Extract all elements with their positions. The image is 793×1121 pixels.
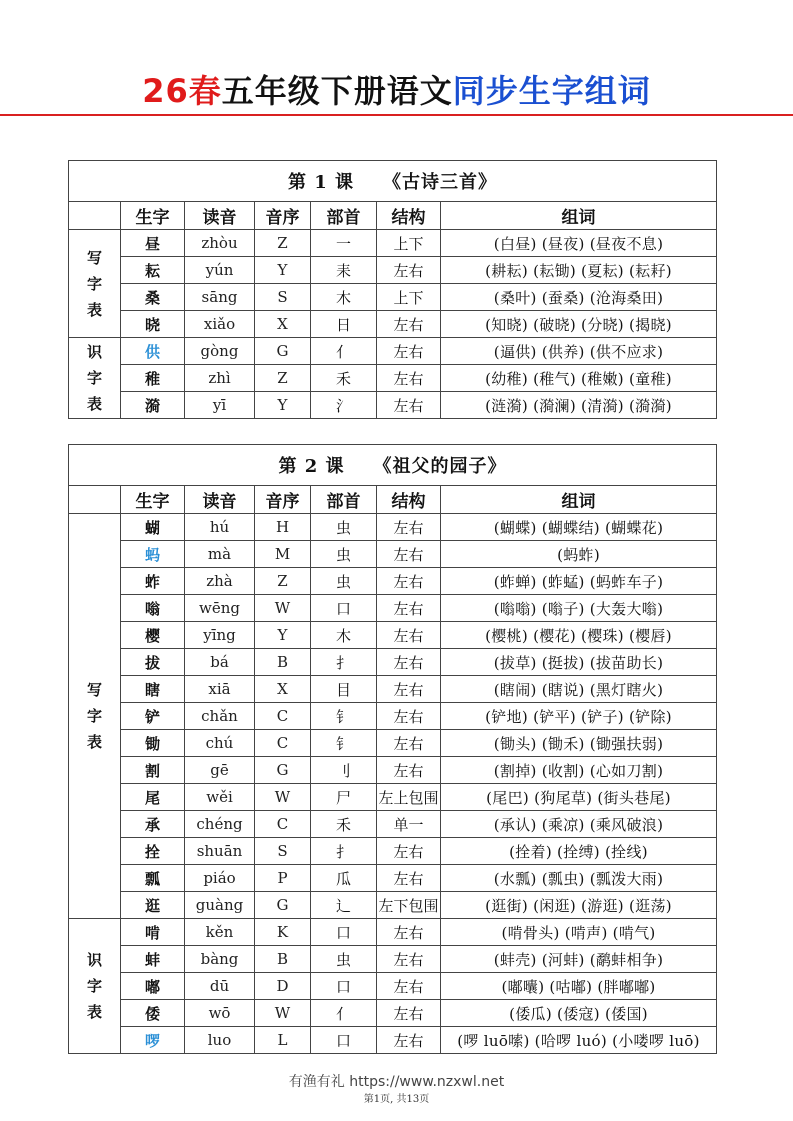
pinyin-cell: hú xyxy=(185,514,255,541)
character-cell: 啃 xyxy=(121,919,185,946)
table-row xyxy=(69,676,717,703)
radical-cell: 口 xyxy=(311,919,377,946)
character-cell: 铲 xyxy=(121,703,185,730)
structure-cell: 左右 xyxy=(377,257,441,284)
table-row xyxy=(69,284,717,311)
section-label xyxy=(69,338,121,419)
initial-cell: Z xyxy=(255,230,311,257)
character-cell: 蚌 xyxy=(121,946,185,973)
radical-cell: 扌 xyxy=(311,649,377,676)
words-cell: (瞎闹) (瞎说) (黑灯瞎火) xyxy=(441,676,717,703)
character-cell: 昼 xyxy=(121,230,185,257)
radical-cell: 辶 xyxy=(311,892,377,919)
structure-cell: 左右 xyxy=(377,338,441,365)
table-row xyxy=(69,338,717,365)
structure-cell: 左右 xyxy=(377,365,441,392)
table-row xyxy=(69,865,717,892)
character-cell: 割 xyxy=(121,757,185,784)
table-row xyxy=(69,622,717,649)
initial-cell: X xyxy=(255,311,311,338)
radical-cell: 耒 xyxy=(311,257,377,284)
structure-cell: 左右 xyxy=(377,946,441,973)
pinyin-cell: kěn xyxy=(185,919,255,946)
title-part-red: 26春 xyxy=(142,72,222,110)
initial-cell: X xyxy=(255,676,311,703)
column-header-row xyxy=(69,486,717,514)
character-cell: 桑 xyxy=(121,284,185,311)
character-cell: 蚱 xyxy=(121,568,185,595)
column-header: 结构 xyxy=(377,202,441,230)
initial-cell: B xyxy=(255,946,311,973)
radical-cell: 禾 xyxy=(311,365,377,392)
initial-cell: Z xyxy=(255,568,311,595)
structure-cell: 左上包围 xyxy=(377,784,441,811)
structure-cell: 单一 xyxy=(377,811,441,838)
section-label-text: 写字表 xyxy=(86,248,102,319)
words-cell: (啰 luō嗦) (哈啰 luó) (小喽啰 luō) xyxy=(441,1027,717,1054)
pinyin-cell: zhà xyxy=(185,568,255,595)
character-cell: 耘 xyxy=(121,257,185,284)
radical-cell: 虫 xyxy=(311,946,377,973)
words-cell: (嘟囔) (咕嘟) (胖嘟嘟) xyxy=(441,973,717,1000)
table-row xyxy=(69,649,717,676)
character-cell: 樱 xyxy=(121,622,185,649)
character-cell: 蚂 xyxy=(121,541,185,568)
character-cell: 啰 xyxy=(121,1027,185,1054)
words-cell: (拴着) (拴缚) (拴线) xyxy=(441,838,717,865)
structure-cell: 左右 xyxy=(377,838,441,865)
initial-cell: Z xyxy=(255,365,311,392)
pinyin-cell: luo xyxy=(185,1027,255,1054)
structure-cell: 上下 xyxy=(377,284,441,311)
character-cell: 拴 xyxy=(121,838,185,865)
column-header: 生字 xyxy=(121,486,185,514)
radical-cell: 虫 xyxy=(311,514,377,541)
structure-cell: 左右 xyxy=(377,919,441,946)
structure-cell: 左右 xyxy=(377,676,441,703)
character-cell: 尾 xyxy=(121,784,185,811)
words-cell: (涟漪) (漪澜) (清漪) (漪漪) xyxy=(441,392,717,419)
table-row xyxy=(69,973,717,1000)
initial-cell: S xyxy=(255,838,311,865)
table-row xyxy=(69,892,717,919)
character-cell: 供 xyxy=(121,338,185,365)
radical-cell: 钅 xyxy=(311,730,377,757)
structure-cell: 左右 xyxy=(377,311,441,338)
column-header: 部首 xyxy=(311,486,377,514)
title-part-black: 五年级下册语文 xyxy=(221,72,453,110)
pinyin-cell: sāng xyxy=(185,284,255,311)
radical-cell: 刂 xyxy=(311,757,377,784)
words-cell: (拔草) (挺拔) (拔苗助长) xyxy=(441,649,717,676)
pinyin-cell: wō xyxy=(185,1000,255,1027)
words-cell: (水瓢) (瓢虫) (瓢泼大雨) xyxy=(441,865,717,892)
pinyin-cell: chéng xyxy=(185,811,255,838)
structure-cell: 左右 xyxy=(377,973,441,1000)
character-cell: 漪 xyxy=(121,392,185,419)
words-cell: (倭瓜) (倭寇) (倭国) xyxy=(441,1000,717,1027)
header-blank xyxy=(69,202,121,230)
table-row xyxy=(69,230,717,257)
structure-cell: 左右 xyxy=(377,595,441,622)
words-cell: (承认) (乘凉) (乘风破浪) xyxy=(441,811,717,838)
pinyin-cell: dū xyxy=(185,973,255,1000)
character-cell: 逛 xyxy=(121,892,185,919)
initial-cell: C xyxy=(255,811,311,838)
initial-cell: B xyxy=(255,649,311,676)
words-cell: (蝴蝶) (蝴蝶结) (蝴蝶花) xyxy=(441,514,717,541)
radical-cell: 口 xyxy=(311,1027,377,1054)
section-label-text: 识字表 xyxy=(86,951,102,1021)
words-cell: (逛街) (闲逛) (游逛) (逛荡) xyxy=(441,892,717,919)
radical-cell: 禾 xyxy=(311,811,377,838)
pinyin-cell: bàng xyxy=(185,946,255,973)
column-header: 组词 xyxy=(441,202,717,230)
table-row xyxy=(69,946,717,973)
page-indicator: 第1页, 共13页 xyxy=(363,1094,430,1105)
structure-cell: 左右 xyxy=(377,865,441,892)
radical-cell: 口 xyxy=(311,973,377,1000)
initial-cell: P xyxy=(255,865,311,892)
title-part-blue: 同步生字组词 xyxy=(452,72,651,110)
words-cell: (知晓) (破晓) (分晓) (揭晓) xyxy=(441,311,717,338)
radical-cell: 瓜 xyxy=(311,865,377,892)
section-label xyxy=(69,919,121,1054)
pinyin-cell: chú xyxy=(185,730,255,757)
structure-cell: 左右 xyxy=(377,703,441,730)
table-row xyxy=(69,365,717,392)
table-row xyxy=(69,1000,717,1027)
words-cell: (桑叶) (蚕桑) (沧海桑田) xyxy=(441,284,717,311)
pinyin-cell: xiā xyxy=(185,676,255,703)
table-row xyxy=(69,541,717,568)
table-row xyxy=(69,257,717,284)
structure-cell: 左右 xyxy=(377,649,441,676)
column-header: 读音 xyxy=(185,202,255,230)
structure-cell: 上下 xyxy=(377,230,441,257)
radical-cell: 氵 xyxy=(311,392,377,419)
table-row xyxy=(69,919,717,946)
radical-cell: 亻 xyxy=(311,1000,377,1027)
pinyin-cell: yīng xyxy=(185,622,255,649)
words-cell: (蚌壳) (河蚌) (鹬蚌相争) xyxy=(441,946,717,973)
table-row xyxy=(69,838,717,865)
table-row xyxy=(69,595,717,622)
initial-cell: G xyxy=(255,892,311,919)
table-row xyxy=(69,1027,717,1054)
words-cell: (樱桃) (樱花) (樱珠) (樱唇) xyxy=(441,622,717,649)
pinyin-cell: wěi xyxy=(185,784,255,811)
words-cell: (蚱蝉) (蚱蜢) (蚂蚱车子) xyxy=(441,568,717,595)
structure-cell: 左右 xyxy=(377,622,441,649)
radical-cell: 一 xyxy=(311,230,377,257)
initial-cell: G xyxy=(255,338,311,365)
words-cell: (耕耘) (耘锄) (夏耘) (耘耔) xyxy=(441,257,717,284)
initial-cell: L xyxy=(255,1027,311,1054)
section-label-text: 写字表 xyxy=(86,681,102,751)
pinyin-cell: gē xyxy=(185,757,255,784)
words-cell: (割掉) (收割) (心如刀割) xyxy=(441,757,717,784)
pinyin-cell: yī xyxy=(185,392,255,419)
section-label-text: 识字表 xyxy=(86,343,102,413)
character-cell: 拔 xyxy=(121,649,185,676)
initial-cell: Y xyxy=(255,622,311,649)
pinyin-cell: piáo xyxy=(185,865,255,892)
radical-cell: 口 xyxy=(311,595,377,622)
radical-cell: 目 xyxy=(311,676,377,703)
pinyin-cell: zhì xyxy=(185,365,255,392)
pinyin-cell: shuān xyxy=(185,838,255,865)
pinyin-cell: guàng xyxy=(185,892,255,919)
words-cell: (啃骨头) (啃声) (啃气) xyxy=(441,919,717,946)
character-cell: 瞎 xyxy=(121,676,185,703)
column-header: 音序 xyxy=(255,486,311,514)
radical-cell: 日 xyxy=(311,311,377,338)
lesson-1-table xyxy=(68,160,717,419)
words-cell: (铲地) (铲平) (铲子) (铲除) xyxy=(441,703,717,730)
initial-cell: Y xyxy=(255,257,311,284)
table-row xyxy=(69,311,717,338)
structure-cell: 左右 xyxy=(377,514,441,541)
section-label xyxy=(69,514,121,919)
radical-cell: 尸 xyxy=(311,784,377,811)
structure-cell: 左下包围 xyxy=(377,892,441,919)
character-cell: 蝴 xyxy=(121,514,185,541)
structure-cell: 左右 xyxy=(377,730,441,757)
character-cell: 嘟 xyxy=(121,973,185,1000)
initial-cell: W xyxy=(255,784,311,811)
column-header: 读音 xyxy=(185,486,255,514)
radical-cell: 钅 xyxy=(311,703,377,730)
lesson-heading-row xyxy=(69,161,717,202)
pinyin-cell: mà xyxy=(185,541,255,568)
table-row xyxy=(69,730,717,757)
pinyin-cell: wēng xyxy=(185,595,255,622)
initial-cell: Y xyxy=(255,392,311,419)
words-cell: (蚂蚱) xyxy=(441,541,717,568)
table-row xyxy=(69,514,717,541)
structure-cell: 左右 xyxy=(377,392,441,419)
initial-cell: M xyxy=(255,541,311,568)
lesson-heading: 第 2 课 《祖父的园子》 xyxy=(69,445,717,486)
pinyin-cell: chǎn xyxy=(185,703,255,730)
initial-cell: W xyxy=(255,595,311,622)
watermark-text: 有渔有礼 https://www.nzxwl.net xyxy=(288,1074,505,1090)
table-row xyxy=(69,757,717,784)
page-title xyxy=(0,68,793,114)
table-row xyxy=(69,568,717,595)
structure-cell: 左右 xyxy=(377,541,441,568)
words-cell: (逼供) (供养) (供不应求) xyxy=(441,338,717,365)
column-header: 部首 xyxy=(311,202,377,230)
table-row xyxy=(69,811,717,838)
initial-cell: G xyxy=(255,757,311,784)
character-cell: 倭 xyxy=(121,1000,185,1027)
pinyin-cell: zhòu xyxy=(185,230,255,257)
structure-cell: 左右 xyxy=(377,1000,441,1027)
column-header: 生字 xyxy=(121,202,185,230)
initial-cell: S xyxy=(255,284,311,311)
pinyin-cell: xiǎo xyxy=(185,311,255,338)
structure-cell: 左右 xyxy=(377,757,441,784)
column-header: 结构 xyxy=(377,486,441,514)
character-cell: 嗡 xyxy=(121,595,185,622)
initial-cell: H xyxy=(255,514,311,541)
character-cell: 瓢 xyxy=(121,865,185,892)
radical-cell: 木 xyxy=(311,622,377,649)
structure-cell: 左右 xyxy=(377,568,441,595)
column-header-row xyxy=(69,202,717,230)
table-row xyxy=(69,784,717,811)
words-cell: (幼稚) (稚气) (稚嫩) (童稚) xyxy=(441,365,717,392)
initial-cell: D xyxy=(255,973,311,1000)
initial-cell: W xyxy=(255,1000,311,1027)
words-cell: (尾巴) (狗尾草) (街头巷尾) xyxy=(441,784,717,811)
structure-cell: 左右 xyxy=(377,1027,441,1054)
radical-cell: 亻 xyxy=(311,338,377,365)
lesson-2-table xyxy=(68,444,717,1054)
radical-cell: 虫 xyxy=(311,568,377,595)
initial-cell: K xyxy=(255,919,311,946)
table-row xyxy=(69,392,717,419)
character-cell: 承 xyxy=(121,811,185,838)
radical-cell: 扌 xyxy=(311,838,377,865)
pinyin-cell: gòng xyxy=(185,338,255,365)
table-row xyxy=(69,703,717,730)
words-cell: (嗡嗡) (嗡子) (大轰大嗡) xyxy=(441,595,717,622)
pinyin-cell: bá xyxy=(185,649,255,676)
initial-cell: C xyxy=(255,703,311,730)
column-header: 组词 xyxy=(441,486,717,514)
initial-cell: C xyxy=(255,730,311,757)
header-blank xyxy=(69,486,121,514)
radical-cell: 虫 xyxy=(311,541,377,568)
character-cell: 晓 xyxy=(121,311,185,338)
words-cell: (锄头) (锄禾) (锄强扶弱) xyxy=(441,730,717,757)
radical-cell: 木 xyxy=(311,284,377,311)
column-header: 音序 xyxy=(255,202,311,230)
lesson-heading-row xyxy=(69,445,717,486)
title-underline xyxy=(0,114,793,116)
words-cell: (白昼) (昼夜) (昼夜不息) xyxy=(441,230,717,257)
lesson-heading: 第 1 课 《古诗三首》 xyxy=(69,161,717,202)
character-cell: 稚 xyxy=(121,365,185,392)
section-label xyxy=(69,230,121,338)
character-cell: 锄 xyxy=(121,730,185,757)
pinyin-cell: yún xyxy=(185,257,255,284)
